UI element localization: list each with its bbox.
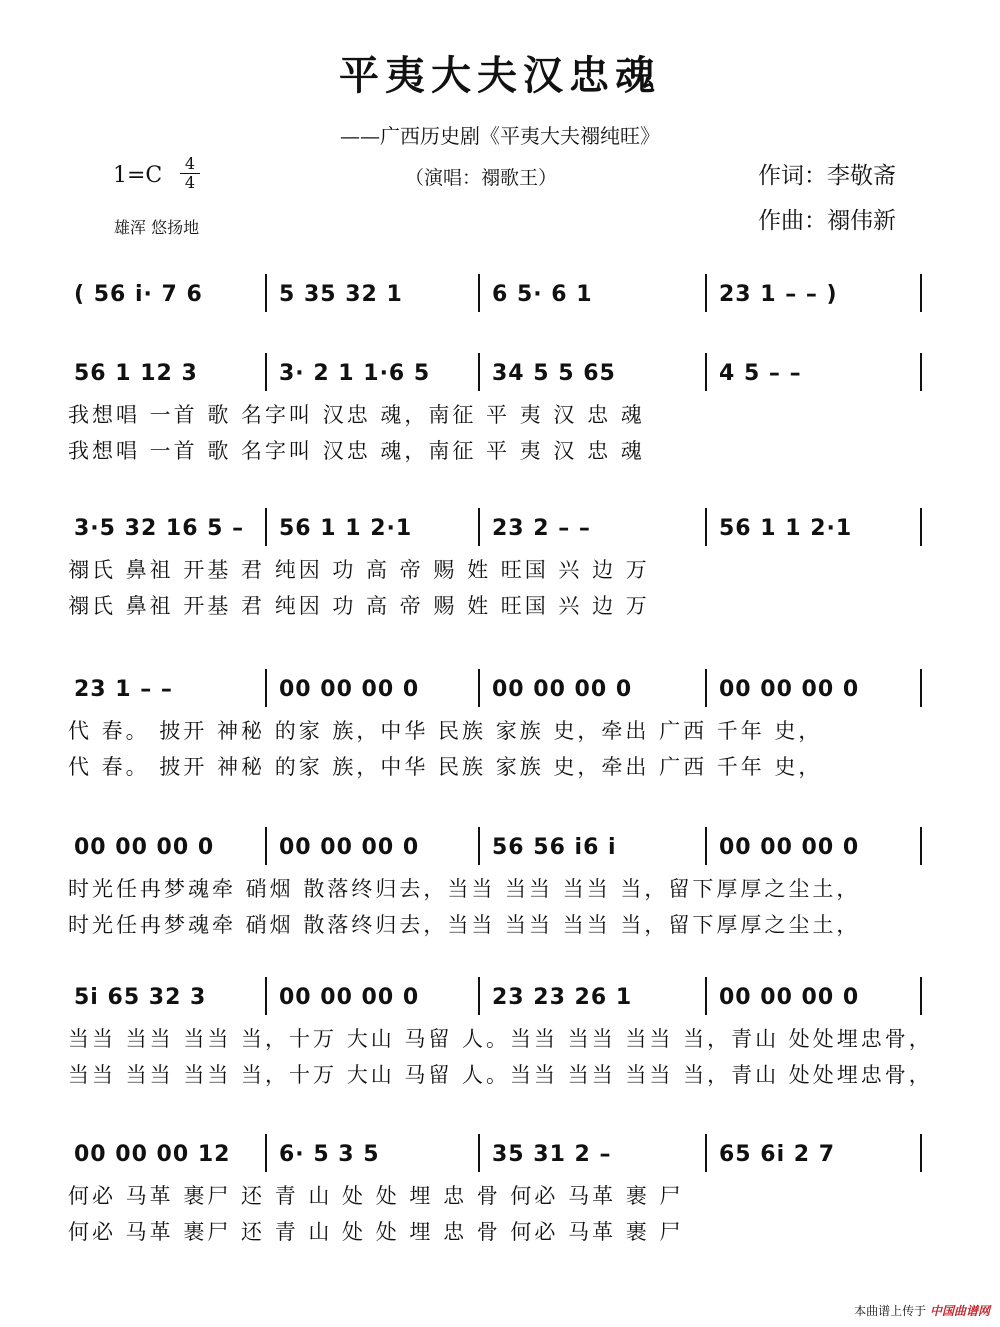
measure: 6· 5 3 5 [279,1142,380,1167]
barline [265,508,267,546]
lyricist-credit: 作词：李敬斋 [758,163,896,189]
barline [920,508,922,546]
notation-row [68,985,928,1017]
song-subtitle: ——广西历史剧《平夷大夫禤纯旺》 [340,124,660,148]
measure: 3· 2 1 1·6 5 [279,361,431,386]
measure: 5 35 32 1 [279,282,403,307]
lyric-line: 代 春。 披开 神秘 的家 族，中华 民族 家族 史，牵出 广西 千年 史， [68,755,823,779]
barline [705,353,707,391]
measure: 00 00 00 0 [719,835,860,860]
measure: 23 23 26 1 [492,985,633,1010]
notation-row [68,282,928,314]
footer-text: 本曲谱上传于 [854,1304,927,1318]
barline [705,508,707,546]
measure: 00 00 00 0 [279,677,420,702]
notation-row [68,516,928,548]
measure: 23 1 – – ) [719,282,838,307]
barline [478,669,480,707]
time-signature-bottom: 4 [184,173,196,192]
barline [705,1134,707,1172]
barline [920,274,922,312]
lyric-line: 禤氏 鼻祖 开基 君 纯因 功 高 帝 赐 姓 旺国 兴 边 万 [68,558,650,582]
barline [265,977,267,1015]
measure: 34 5 5 65 [492,361,616,386]
barline [920,827,922,865]
barline [705,827,707,865]
lyric-line: 何必 马革 裹尸 还 青 山 处 处 埋 忠 骨 何必 马革 裹 尸 [68,1184,684,1208]
lyric-line: 时光任冉梦魂牵 硝烟 散落终归去，当当 当当 当当 当，留下厚厚之尘土， [68,877,861,901]
measure: 5i 65 32 3 [74,985,207,1010]
time-signature [180,155,200,192]
measure: 3·5 32 16 5 – [74,516,245,541]
barline [478,274,480,312]
lyric-line: 禤氏 鼻祖 开基 君 纯因 功 高 帝 赐 姓 旺国 兴 边 万 [68,594,650,618]
site-logo: 中国曲谱网 [929,1304,990,1318]
barline [478,353,480,391]
key-signature: 1=C [113,163,163,188]
lyric-line: 时光任冉梦魂牵 硝烟 散落终归去，当当 当当 当当 当，留下厚厚之尘土， [68,913,861,937]
measure: 00 00 00 0 [719,677,860,702]
measure: 56 1 1 2·1 [719,516,853,541]
notation-row [68,1142,928,1174]
measure: 56 56 i6 i [492,835,617,860]
footer [854,1302,990,1319]
measure: 00 00 00 0 [279,835,420,860]
lyric-line: 我想唱 一首 歌 名字叫 汉忠 魂，南征 平 夷 汉 忠 魂 [68,439,645,463]
lyric-line: 代 春。 披开 神秘 的家 族，中华 民族 家族 史，牵出 广西 千年 史， [68,719,823,743]
measure: 4 5 – – [719,361,802,386]
measure: 56 1 12 3 [74,361,198,386]
barline [478,977,480,1015]
barline [920,669,922,707]
measure: 6 5· 6 1 [492,282,593,307]
barline [478,827,480,865]
singer-credit: （演唱：禤歌王） [405,167,558,189]
measure: 23 1 – – [74,677,173,702]
lyric-line: 当当 当当 当当 当，十万 大山 马留 人。当当 当当 当当 当，青山 处处埋忠骨， [68,1027,933,1051]
barline [265,669,267,707]
measure: 56 1 1 2·1 [279,516,413,541]
notation-row [68,361,928,393]
time-signature-top: 4 [180,155,200,174]
measure: 00 00 00 0 [719,985,860,1010]
barline [920,1134,922,1172]
barline [705,977,707,1015]
measure: 00 00 00 12 [74,1142,231,1167]
measure: 65 6i 2 7 [719,1142,836,1167]
measure: ( 56 i· 7 6 [74,282,203,307]
lyric-line: 我想唱 一首 歌 名字叫 汉忠 魂，南征 平 夷 汉 忠 魂 [68,403,645,427]
barline [920,977,922,1015]
notation-row [68,835,928,867]
barline [265,1134,267,1172]
measure: 00 00 00 0 [279,985,420,1010]
barline [265,274,267,312]
measure: 00 00 00 0 [492,677,633,702]
barline [478,508,480,546]
barline [265,827,267,865]
barline [478,1134,480,1172]
lyric-line: 何必 马革 裹尸 还 青 山 处 处 埋 忠 骨 何必 马革 裹 尸 [68,1220,684,1244]
tempo-marking: 雄浑 悠扬地 [114,218,200,237]
barline [705,274,707,312]
song-title: 平夷大夫汉忠魂 [339,53,661,99]
barline [705,669,707,707]
lyric-line: 当当 当当 当当 当，十万 大山 马留 人。当当 当当 当当 当，青山 处处埋忠骨， [68,1063,933,1087]
measure: 00 00 00 0 [74,835,215,860]
composer-credit: 作曲：禤伟新 [758,208,896,234]
barline [265,353,267,391]
notation-row [68,677,928,709]
barline [920,353,922,391]
measure: 35 31 2 – [492,1142,612,1167]
measure: 23 2 – – [492,516,591,541]
